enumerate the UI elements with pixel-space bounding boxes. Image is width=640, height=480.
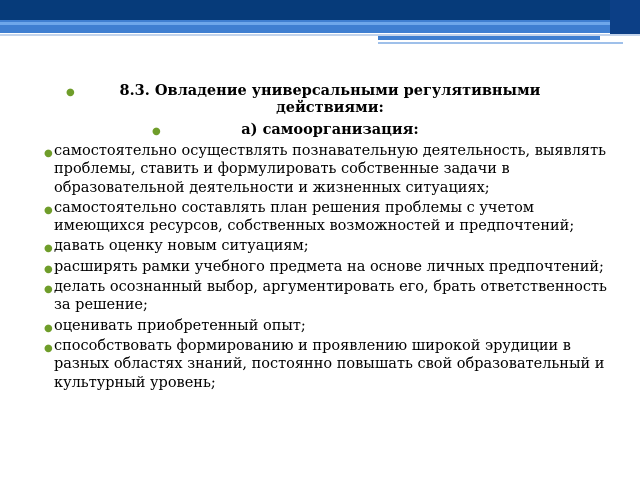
- list-item-text: самостоятельно составлять план решения проблемы с учетом имеющихся ресурсов, собственных возможностей и предпочтений;: [54, 199, 575, 235]
- list-item-text: способствовать формированию и проявлению широкой эрудиции в разных областях знаний, постоянно повышать свой образовательный и культурный уровень;: [54, 337, 605, 391]
- bullet-icon: ●: [44, 204, 53, 216]
- heading-list: [0, 82, 640, 138]
- list-item: [0, 199, 640, 236]
- section-heading-text: 8.3. Овладение универсальными регулятивными действиями:: [119, 82, 541, 116]
- list-item-text: давать оценку новым ситуациям;: [54, 238, 309, 255]
- section-heading: [0, 82, 640, 116]
- subsection-heading: [0, 121, 640, 138]
- header-accent-line: [378, 36, 600, 40]
- list-item: [0, 337, 640, 392]
- slide-body: [0, 82, 640, 394]
- bullet-icon: ●: [44, 322, 53, 334]
- bullet-icon: ●: [44, 243, 53, 255]
- list-item: [0, 237, 640, 255]
- list-item: [0, 142, 640, 197]
- bullet-icon: ●: [44, 284, 53, 296]
- list-item-text: оценивать приобретенный опыт;: [54, 317, 306, 334]
- bullet-icon: ●: [66, 87, 75, 98]
- bullet-icon: ●: [44, 263, 53, 275]
- list-item-text: делать осознанный выбор, аргументировать его, брать ответственность за решение;: [54, 279, 607, 314]
- list-item-text: расширять рамки учебного предмета на основе личных предпочтений;: [54, 258, 604, 275]
- bullet-icon: ●: [152, 126, 161, 137]
- list-item: [0, 258, 640, 276]
- bullet-icon: ●: [44, 342, 53, 354]
- header-dark-stripe: [0, 0, 640, 20]
- header-thin-line: [378, 42, 623, 44]
- header-light-stripe: [0, 22, 640, 25]
- bullet-list: [0, 142, 640, 392]
- subsection-heading-text: а) самоорганизация:: [241, 121, 419, 138]
- header-right-block: [610, 0, 640, 36]
- list-item: [0, 278, 640, 315]
- list-item: [0, 317, 640, 335]
- bullet-icon: ●: [44, 148, 53, 159]
- list-item-text: самостоятельно осуществлять познавательную деятельность, выявлять проблемы, ставить и формулировать собственные задачи в образовательной деятельности и жизненных ситуациях;: [54, 143, 606, 196]
